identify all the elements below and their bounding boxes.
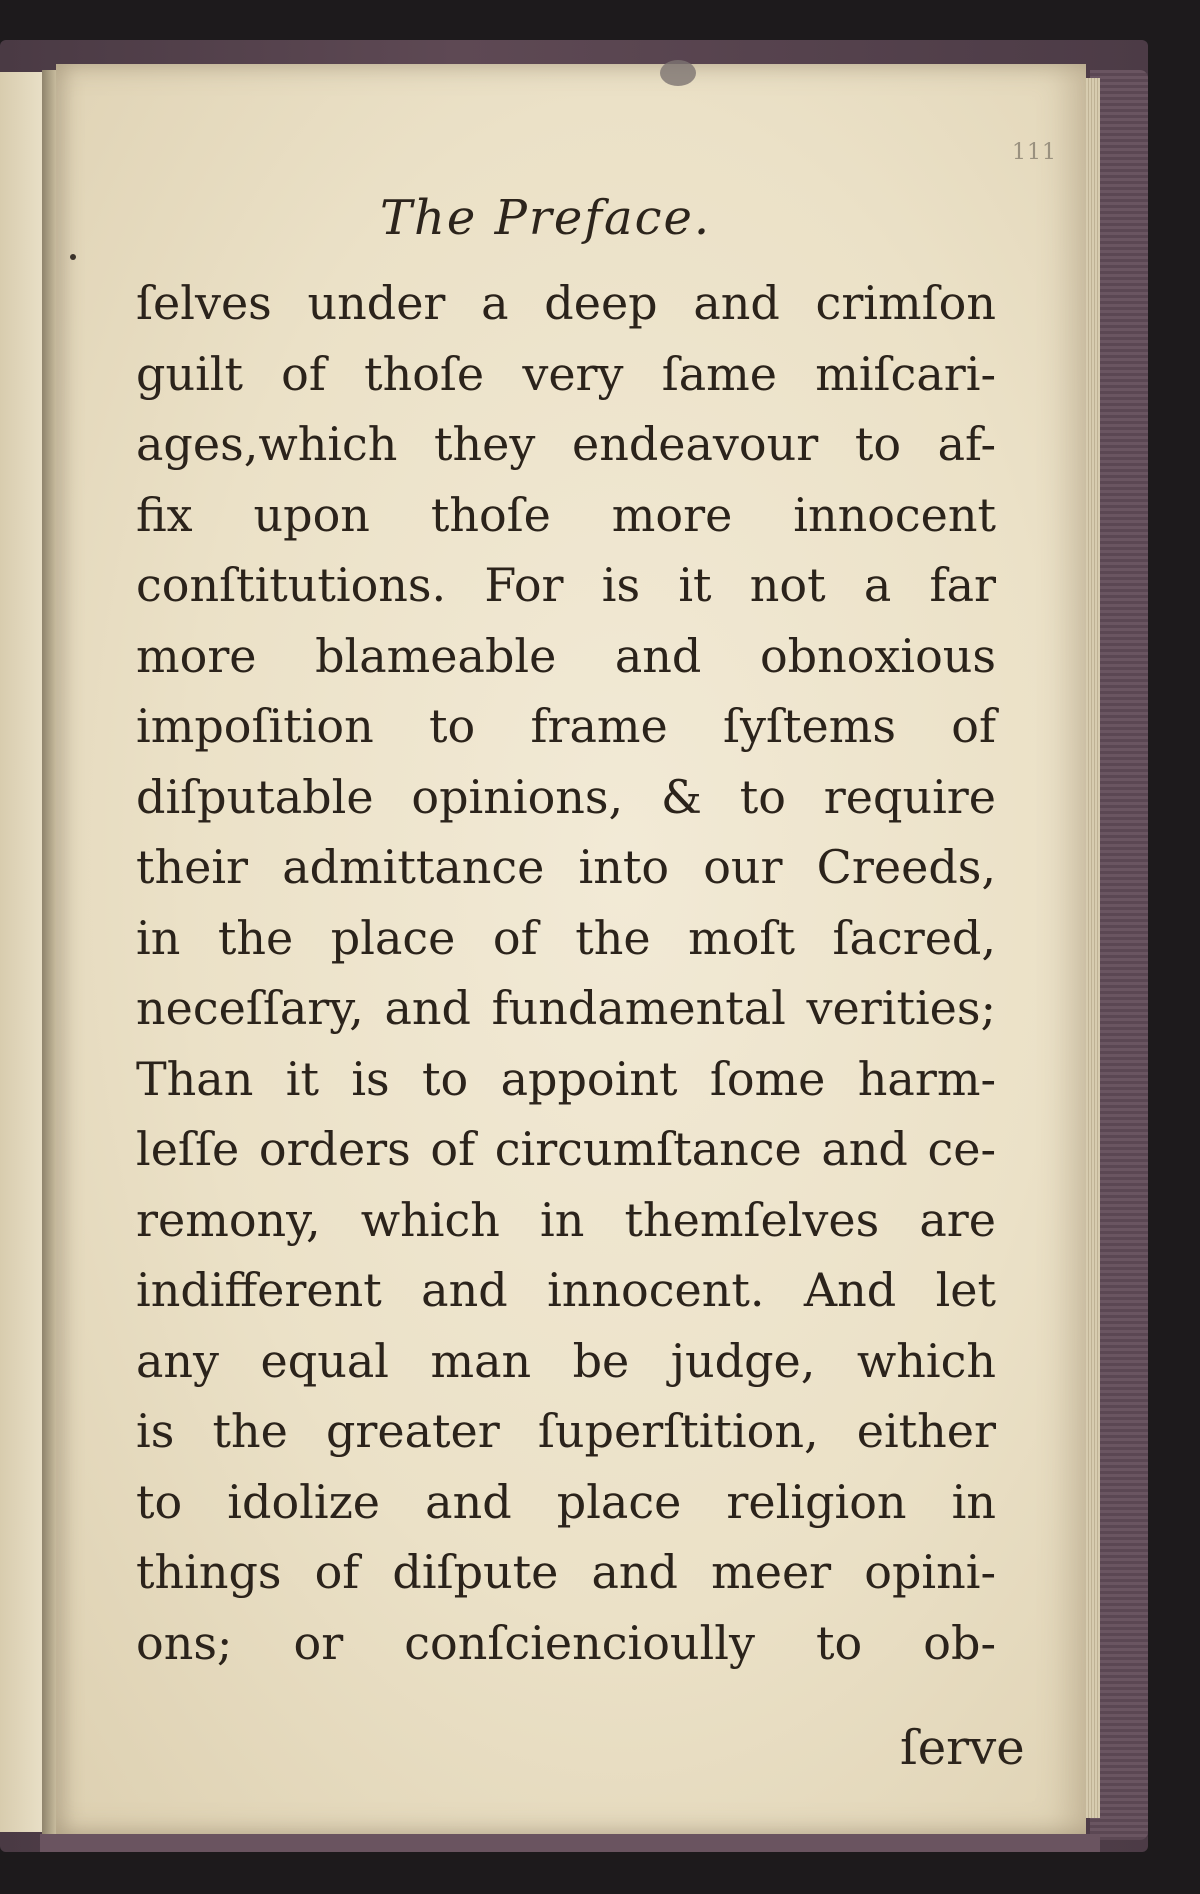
page-block-edges: [1086, 78, 1100, 1818]
text-line: guilt of thoſe very ſame miſcari-: [136, 346, 996, 401]
text-line: their admittance into our Creeds,: [136, 840, 996, 894]
catchword: ſerve: [900, 1720, 1025, 1776]
text-line: is the greater ſuperſtition, either: [136, 1404, 996, 1458]
text-line: ons; or conſciencioully to ob-: [136, 1615, 996, 1670]
ink-mark: [70, 254, 76, 260]
text-line: any equal man be judge, which: [136, 1333, 996, 1388]
text-line: neceſſary, and fundamental verities;: [136, 981, 996, 1035]
book-gutter: [42, 70, 56, 1834]
book-cover-bottom: [40, 1834, 1100, 1852]
text-line: remony, which in themſelves are: [136, 1192, 996, 1247]
left-page-edge: [0, 72, 42, 1832]
page-number: 111: [1012, 140, 1057, 165]
text-line: in the place of the moſt ſacred,: [136, 910, 996, 965]
text-line: more blameable and obnoxious: [136, 628, 996, 683]
text-line: conſtitutions. For is it not a far: [136, 558, 996, 612]
text-line: diſputable opinions, & to require: [136, 769, 996, 824]
text-line: indifferent and innocent. And let: [136, 1263, 996, 1317]
text-line: fix upon thoſe more innocent: [136, 487, 996, 542]
text-line: things of diſpute and meer opini-: [136, 1545, 996, 1599]
text-line: impoſition to frame ſyſtems of: [136, 699, 996, 753]
body-text: [136, 268, 996, 1678]
text-line: to idolize and place religion in: [136, 1474, 996, 1529]
running-head: The Preface.: [380, 190, 712, 246]
text-line: leſſe orders of circumſtance and ce-: [136, 1122, 996, 1176]
text-line: Than it is to appoint ſome harm-: [136, 1051, 996, 1106]
text-line: ages,which they endeavour to af-: [136, 417, 996, 471]
clasp-icon: [660, 60, 696, 86]
text-line: ſelves under a deep and crimſon: [136, 276, 996, 330]
